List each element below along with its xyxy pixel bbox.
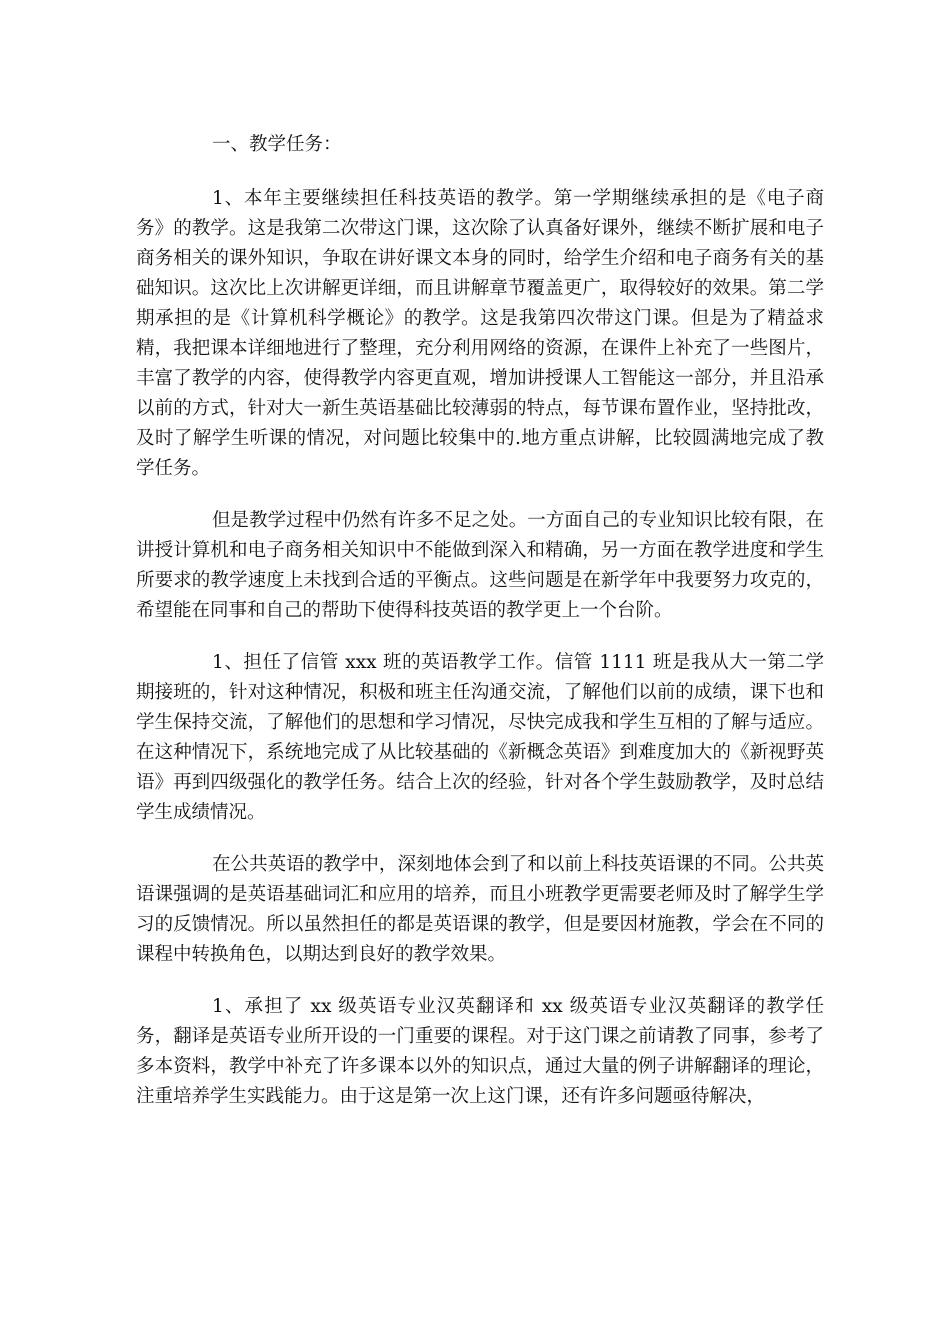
paragraph-3: 1、担任了信管 xxx 班的英语教学工作。信管 1111 班是我从大一第二学期接班的，针对这种情况，积极和班主任沟通交流，了解他们以前的成绩，课下也和学生保持交流，了解他们的思想和学习情况，尽快完成我和学生互相的了解与适应。在这种情况下，系统地完成了从比较基础的《新概念英语》到难度加大的《新视野英语》再到四级强化的教学任务。结合上次的经验，针对各个学生鼓励教学，及时总结学生成绩情况。 (136, 652, 824, 823)
section-heading: 一、教学任务： (212, 134, 342, 155)
document-body (136, 130, 824, 1134)
paragraph-2: 但是教学过程中仍然有许多不足之处。一方面自己的专业知识比较有限，在讲授计算机和电子商务相关知识中不能做到深入和精确，另一方面在教学进度和学生所要求的教学速度上未找到合适的平衡点。这些问题是在新学年中我要努力攻克的，希望能在同事和自己的帮助下使得科技英语的教学更上一个台阶。 (136, 510, 824, 621)
paragraph-5: 1、承担了 xx 级英语专业汉英翻译和 xx 级英语专业汉英翻译的教学任务，翻译是英语专业所开设的一门重要的课程。对于这门课之前请教了同事，参考了多本资料，教学中补充了许多课本以外的知识点，通过大量的例子讲解翻译的理论，注重培养学生实践能力。由于这是第一次上这门课，还有许多问题亟待解决， (136, 996, 824, 1107)
paragraph-4: 在公共英语的教学中，深刻地体会到了和以前上科技英语课的不同。公共英语课强调的是英语基础词汇和应用的培养，而且小班教学更需要老师及时了解学生学习的反馈情况。所以虽然担任的都是英语课的教学，但是要因材施教，学会在不同的课程中转换角色，以期达到良好的教学效果。 (136, 854, 824, 965)
paragraph-1: 1、本年主要继续担任科技英语的教学。第一学期继续承担的是《电子商务》的教学。这是我第二次带这门课，这次除了认真备好课外，继续不断扩展和电子商务相关的课外知识，争取在讲好课文本身的同时，给学生介绍和电子商务有关的基础知识。这次比上次讲解更详细，而且讲解章节覆盖更广，取得较好的效果。第二学期承担的是《计算机科学概论》的教学。这是我第四次带这门课。但是为了精益求精，我把课本详细地进行了整理，充分利用网络的资源，在课件上补充了一些图片，丰富了教学的内容，使得教学内容更直观，增加讲授课人工智能这一部分，并且沿承以前的方式，针对大一新生英语基础比较薄弱的特点，每节课布置作业，坚持批改，及时了解学生听课的情况，对问题比较集中的.地方重点讲解，比较圆满地完成了教学任务。 (136, 188, 824, 479)
